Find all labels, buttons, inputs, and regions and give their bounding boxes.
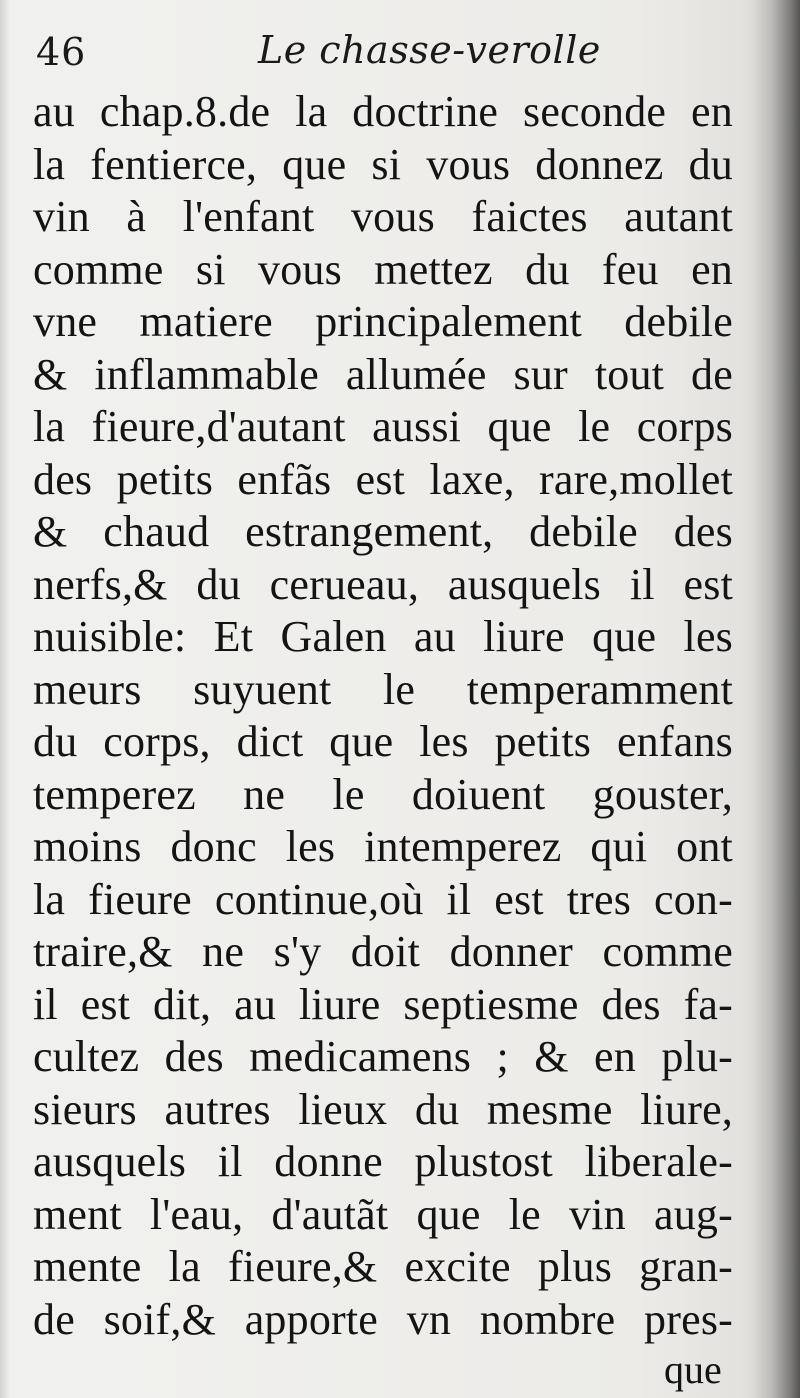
text-line: il est dit, au liure septiesme des fa- xyxy=(33,979,733,1029)
text-line: des petits enfãs est laxe, rare,mollet xyxy=(33,454,733,504)
page-header xyxy=(36,20,736,84)
text-line: sieurs autres lieux du mesme liure, xyxy=(33,1084,733,1134)
text-line: & inflammable allumée sur tout de xyxy=(33,349,733,399)
text-line: traire,& ne s'y doit donner comme xyxy=(33,927,733,976)
text-line: & chaud estrangement, debile des xyxy=(33,507,733,556)
text-line: au chap.8.de la doctrine seconde en xyxy=(33,87,733,136)
body-text xyxy=(33,86,733,1346)
text-line: la fentierce, que si vous donnez du xyxy=(33,139,733,189)
page-number: 46 xyxy=(36,30,87,74)
text-line: nerfs,& du cerueau, ausquels il est xyxy=(33,559,733,609)
text-line: vne matiere principalement debile xyxy=(33,297,733,346)
running-head: Le chasse-verolle xyxy=(258,28,601,72)
text-line: nuisible: Et Galen au liure que les xyxy=(33,612,733,661)
text-line: la fieure continue,où il est tres con- xyxy=(33,874,733,924)
text-line: cultez des medicamens ; & en plu- xyxy=(33,1032,733,1081)
text-line: la fieure,d'autant aussi que le corps xyxy=(33,402,733,451)
text-line: meurs suyuent le temperamment xyxy=(33,664,733,714)
text-line: temperez ne le doiuent gouster, xyxy=(33,769,733,819)
text-line: ment l'eau, d'autãt que le vin aug- xyxy=(33,1189,733,1239)
page-left-edge xyxy=(0,0,10,1398)
text-line: moins donc les intemperez qui ont xyxy=(33,822,733,871)
text-line: comme si vous mettez du feu en xyxy=(33,244,733,294)
text-line: de soif,& apporte vn nombre pres- xyxy=(33,1294,733,1344)
text-line: vin à l'enfant vous faictes autant xyxy=(33,192,733,241)
text-line: mente la fieure,& excite plus gran- xyxy=(33,1242,733,1291)
catchword: que xyxy=(664,1347,722,1392)
text-line: ausquels il donne plustost liberale- xyxy=(33,1137,733,1186)
text-line: du corps, dict que les petits enfans xyxy=(33,717,733,766)
binding-shadow xyxy=(752,0,800,1398)
